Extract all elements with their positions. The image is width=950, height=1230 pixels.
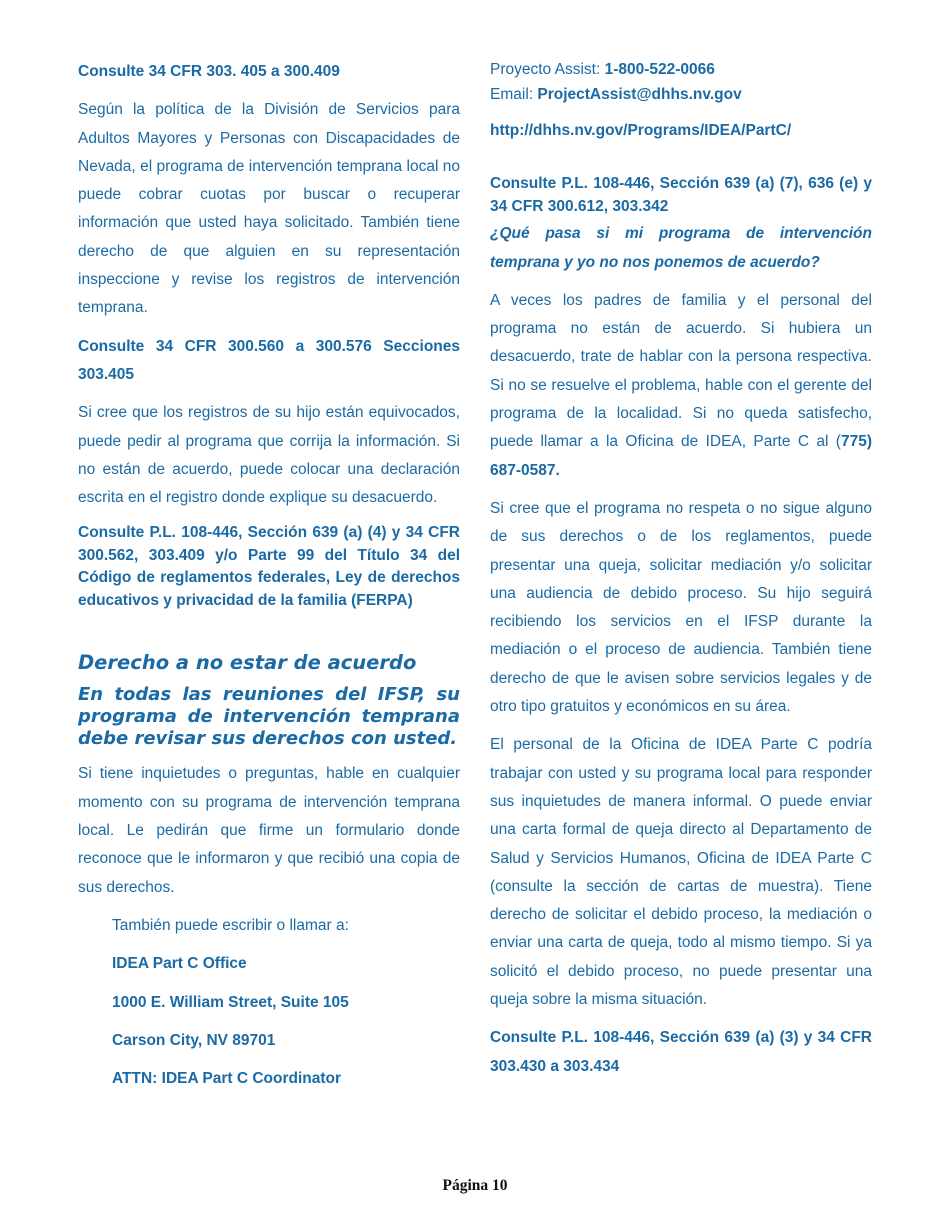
- paragraph-fees-policy: Según la política de la División de Servicios para Adultos Mayores y Personas con Discapacidades de Nevada, el programa de intervención temprana local no puede cobrar cuotas por buscar o recuperar información que usted haya solicitado. También tiene derecho de que alguien en su representación inspeccione y revise los registros de intervención temprana.: [78, 101, 460, 317]
- citation-sec-639-a3: Consulte P.L. 108-446, Sección 639 (a) (3) y 34 CFR 303.430 a 303.434: [490, 1029, 872, 1075]
- section-heading-disagree: Derecho a no estar de acuerdo: [78, 651, 417, 675]
- section-subheading-ifsp: En todas las reuniones del IFSP, su programa de intervención temprana debe revisar sus derechos con usted.: [78, 684, 460, 750]
- email-link[interactable]: ProjectAssist@dhhs.nv.gov: [537, 85, 742, 103]
- website-link[interactable]: http://dhhs.nv.gov/Programs/IDEA/PartC/: [490, 122, 792, 139]
- page-number: Página 10: [442, 1177, 508, 1194]
- paragraph-parents-disagree: [490, 287, 872, 485]
- left-column: [78, 58, 460, 1093]
- citation-cfr-300-560: Consulte 34 CFR 300.560 a 300.576 Secciones 303.405: [78, 337, 460, 383]
- contact-block: [490, 58, 872, 107]
- assist-line: [490, 58, 872, 83]
- assist-phone[interactable]: 1-800-522-0066: [604, 61, 715, 78]
- email-line: [490, 83, 872, 108]
- idea-phone: 775) 687-0587.: [490, 433, 872, 479]
- address-block: [78, 912, 460, 1093]
- right-column: [490, 58, 872, 1081]
- address-city: Carson City, NV 89701: [112, 1031, 276, 1049]
- address-office: IDEA Part C Office: [112, 955, 247, 973]
- paragraph-complaint-rights: Si cree que el programa no respeta o no sigue alguno de sus derechos o de los reglamentos, puede presentar una queja, solicitar mediación y/o solicitar una audiencia de debido proceso. Su hijo seguirá recibiendo los servicios en el IFSP durante la mediación o el proceso de audiencia. También tiene derecho de que le avisen sobre servicios legales y de otro tipo gratuitos y económicos en su área.: [490, 499, 872, 716]
- email-label: Email:: [490, 85, 538, 103]
- paragraph-correct-records: Si cree que los registros de su hijo están equivocados, puede pedir al programa que corrija la información. Si no están de acuerdo, puede colocar una declaración escrita en el registro donde explique su desacuerdo.: [78, 404, 460, 507]
- paragraph-parents-disagree-text: A veces los padres de familia y el personal del programa no están de acuerdo. Si hubiera un desacuerdo, trate de hablar con la persona respectiva. Si no se resuelve el problema, hable con el gerente del programa de la localidad. Si no queda satisfecho, puede llamar a la Oficina de IDEA, Parte C al (: [490, 291, 872, 451]
- assist-label: Proyecto Assist:: [490, 61, 605, 78]
- question-disagree: ¿Qué pasa si mi programa de intervención temprana y yo no nos ponemos de acuerdo?: [490, 225, 872, 271]
- write-or-call-intro: También puede escribir o llamar a:: [112, 916, 349, 934]
- address-street: 1000 E. William Street, Suite 105: [112, 993, 349, 1011]
- address-attn: ATTN: IDEA Part C Coordinator: [112, 1070, 342, 1088]
- paragraph-questions: Si tiene inquietudes o preguntas, hable en cualquier momento con su programa de intervención temprana local. Le pedirán que firme un formulario donde reconoce que le informaron y que recibió una copia de sus derechos.: [78, 765, 460, 896]
- citation-sec-639-a7: Consulte P.L. 108-446, Sección 639 (a) (7), 636 (e) y 34 CFR 300.612, 303.342: [490, 175, 872, 215]
- citation-ferpa: Consulte P.L. 108-446, Sección 639 (a) (4) y 34 CFR 300.562, 303.409 y/o Parte 99 del Título 34 del Código de reglamentos federales, Ley de derechos educativos y privacidad de la familia (FERPA): [78, 524, 460, 609]
- paragraph-idea-office: El personal de la Oficina de IDEA Parte C podría trabajar con usted y su programa local para responder sus inquietudes de manera informal. O puede enviar una carta formal de queja directo al Departamento de Salud y Servicios Humanos, Oficina de IDEA Parte C (consulte la sección de cartas de muestra). Tiene derecho de solicitar el debido proceso, la mediación o enviar una carta de queja, todo al mismo tiempo. Si ya solicitó el debido proceso, no puede presentar una queja sobre la misma situación.: [490, 736, 872, 1009]
- citation-cfr-303-405: Consulte 34 CFR 303. 405 a 300.409: [78, 63, 340, 80]
